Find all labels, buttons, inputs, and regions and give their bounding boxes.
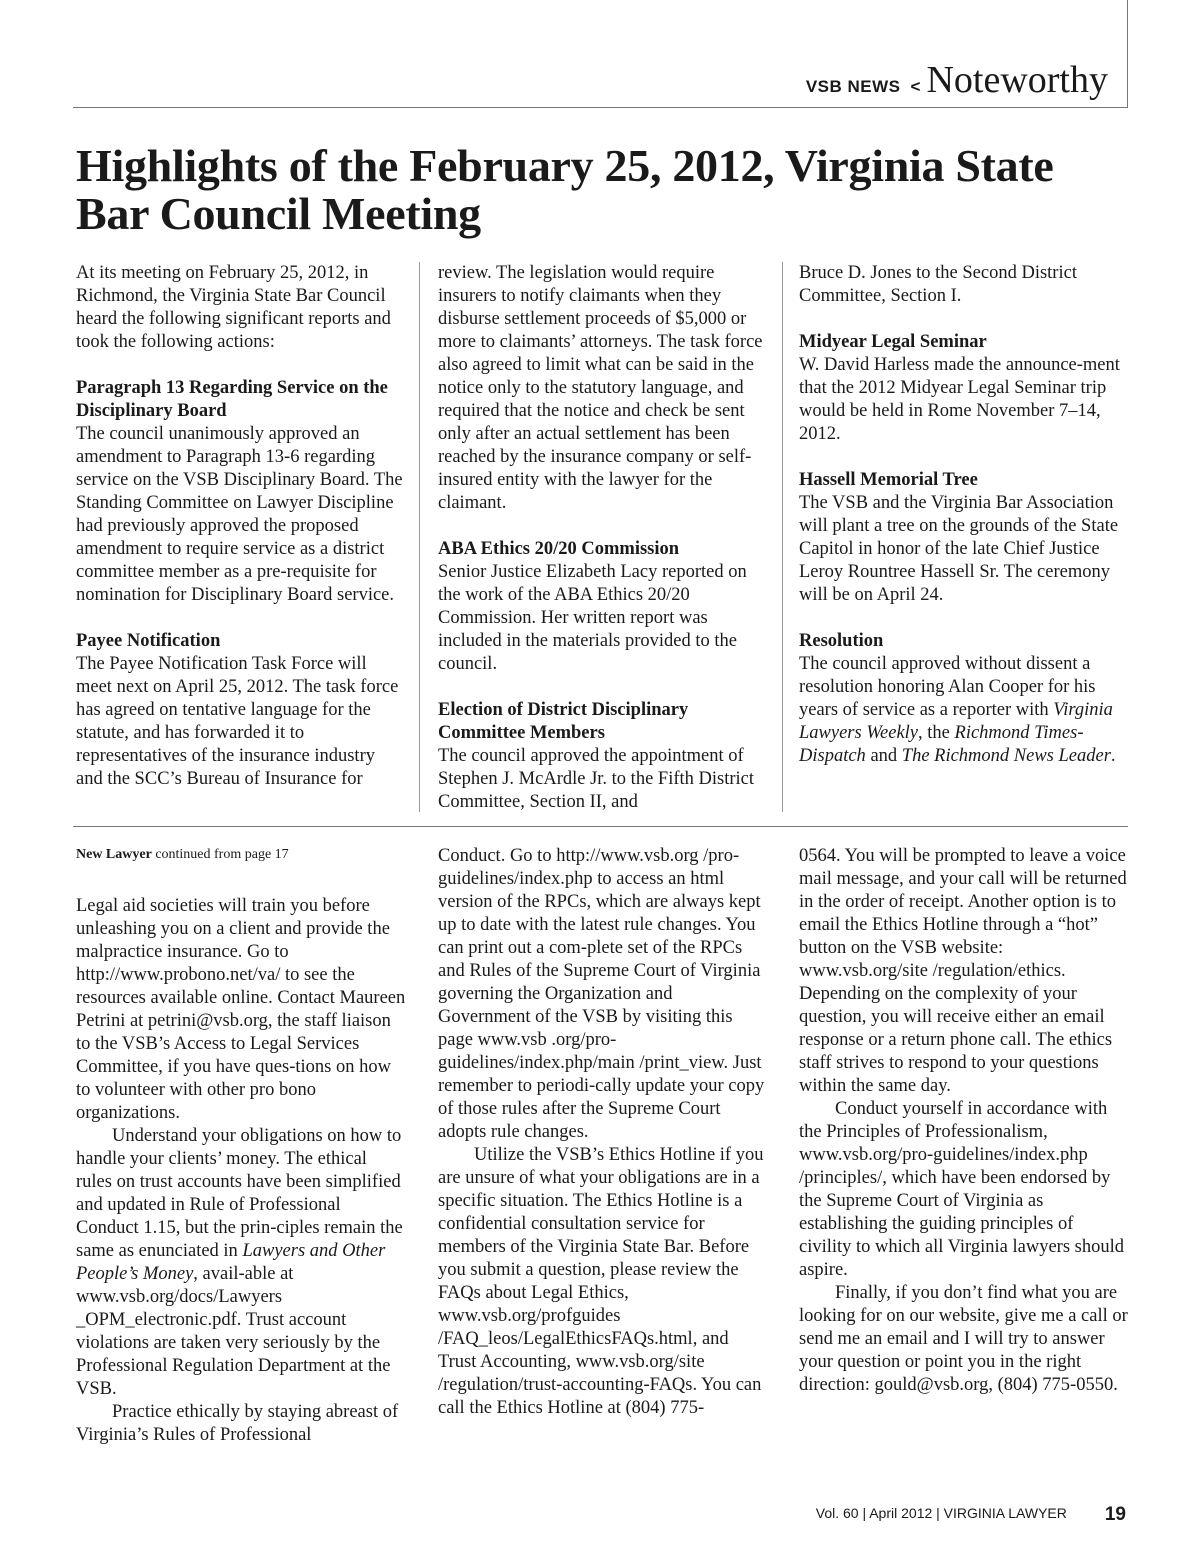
- article-title: Highlights of the February 25, 2012, Virginia State Bar Council Meeting: [76, 140, 1054, 239]
- continued-column-3: [799, 845, 1129, 1397]
- section-heading: Paragraph 13 Regarding Service on the Disciplinary Board: [76, 378, 388, 421]
- section-body: The VSB and the Virginia Bar Association will plant a tree on the grounds of the State Capitol in honor of the late Chief Justice Leroy Rountree Hassell Sr. The ceremony will be on April 24.: [799, 493, 1119, 605]
- continued-paragraph: Conduct. Go to http://www.vsb.org /pro-guidelines/index.php to access an html version of the RPCs, which are always kept up to date with the latest rule changes. You can print out a com-plete set of the RPCs and Rules of the Supreme Court of Virginia governing the Organization and Government of the VSB by visiting this page www.vsb .org/pro-guidelines/index.php/main /print_view. Just remember to periodi-cally update your copy of those rules after the Supreme Court adopts rule changes.: [438, 846, 765, 1142]
- section-body: Senior Justice Elizabeth Lacy reported on the work of the ABA Ethics 20/20 Commission. Her written report was included in the materials provided to the council.: [438, 562, 747, 674]
- continued-column-1: [76, 845, 406, 1447]
- article-column-2: [438, 262, 768, 814]
- section-heading: Resolution: [799, 631, 884, 651]
- section-divider: [73, 826, 1128, 827]
- header-rule: [73, 107, 1128, 108]
- running-header: [806, 58, 1108, 102]
- section-heading: Hassell Memorial Tree: [799, 470, 978, 490]
- continued-column-2: [438, 845, 768, 1420]
- article-intro: At its meeting on February 25, 2012, in Richmond, the Virginia State Bar Council heard the following significant reports and took the following actions:: [76, 263, 391, 352]
- continued-paragraph: Utilize the VSB’s Ethics Hotline if you are unsure of what your obligations are in a specific situation. The Ethics Hotline is a confidential consultation service for members of the Virginia State Bar. Before you submit a question, please review the FAQs about Legal Ethics, www.vsb.org/profguides /FAQ_leos/LegalEthicsFAQs.html, and Trust Accounting, www.vsb.org/site /regulation/trust-accounting-FAQs. You can call the Ethics Hotline at (804) 775-: [438, 1145, 764, 1418]
- column-divider: [419, 262, 420, 812]
- section-body: Bruce D. Jones to the Second District Committee, Section I.: [799, 263, 1077, 306]
- continued-paragraph: Understand your obligations on how to handle your clients’ money. The ethical rules on trust accounts have been simplified and updated in Rule of Professional Conduct 1.15, but the prin-ciples remain the same as enunciated in Lawyers and Other People’s Money, avail-able at www.vsb.org/docs/Lawyers _OPM_electronic.pdf. Trust account violations are taken very seriously by the Professional Regulation Department at the VSB.: [76, 1126, 403, 1399]
- section-body: The Payee Notification Task Force will meet next on April 25, 2012. The task force has agreed on tentative language for the statute, and has forwarded it to representatives of the insurance industry and the SCC’s Bureau of Insurance for: [76, 654, 399, 789]
- continued-paragraph: Legal aid societies will train you before unleashing you on a client and provide the malpractice insurance. Go to http://www.probono.net/va/ to see the resources available online. Contact Maureen Petrini at petrini@vsb.org, the staff liaison to the VSB’s Access to Legal Services Committee, if you have ques-tions on how to volunteer with other pro bono organizations.: [76, 896, 406, 1123]
- page-number: 19: [1104, 1504, 1126, 1525]
- section-heading: Payee Notification: [76, 631, 221, 651]
- article-column-3: [799, 262, 1129, 768]
- section-body: The council unanimously approved an amendment to Paragraph 13-6 regarding service on the VSB Disciplinary Board. The Standing Committee on Lawyer Discipline had previously approved the proposed amendment to require service as a district committee member as a pre-requisite for nomination for Disciplinary Board service.: [76, 424, 403, 605]
- section-body: The council approved without dissent a resolution honoring Alan Cooper for his years of service as a reporter with Virginia Lawyers Weekly, the Richmond Times-Dispatch and The Richmond News Leader.: [799, 654, 1116, 766]
- continued-label: New Lawyer continued from page 17: [76, 847, 289, 862]
- section-heading: ABA Ethics 20/20 Commission: [438, 539, 680, 559]
- continued-paragraph: Practice ethically by staying abreast of Virginia’s Rules of Professional: [76, 1402, 399, 1445]
- section-heading: Midyear Legal Seminar: [799, 332, 987, 352]
- column-divider: [782, 262, 783, 812]
- header-separator: <: [910, 77, 921, 96]
- section-label: VSB NEWS: [805, 77, 901, 96]
- page-edge-rule: [1127, 0, 1128, 108]
- subsection-label: Noteworthy: [926, 59, 1108, 101]
- page-footer: [816, 1502, 1126, 1524]
- section-body: review. The legislation would require insurers to notify claimants when they disburse settlement proceeds of $5,000 or more to claimants’ attorneys. The task force also agreed to limit what can be said in the notice only to the statutory language, and required that the notice and check be sent only after an actual settlement has been reached by the insurance company or self-insured entity with the lawyer for the claimant.: [438, 263, 763, 513]
- continued-paragraph: Finally, if you don’t find what you are looking for on our website, give me a call or send me an email and I will try to answer your question or point you in the right direction: gould@vsb.org, (804) 775-0550.: [799, 1283, 1128, 1395]
- continued-paragraph: Conduct yourself in accordance with the Principles of Professionalism, www.vsb.org/pro-guidelines/index.php /principles/, which have been endorsed by the Supreme Court of Virginia as establishing the guiding principles of civility to which all Virginia lawyers should aspire.: [799, 1099, 1124, 1280]
- section-heading: Election of District Disciplinary Committee Members: [438, 700, 689, 743]
- article-column-1: [76, 262, 406, 791]
- section-body: The council approved the appointment of Stephen J. McArdle Jr. to the Fifth District Committee, Section II, and: [438, 746, 755, 812]
- issue-info: Vol. 60 | April 2012 | VIRGINIA LAWYER: [815, 1505, 1067, 1521]
- continued-paragraph: 0564. You will be prompted to leave a voice mail message, and your call will be returned in the order of receipt. Another option is to email the Ethics Hotline through a “hot” button on the VSB website: www.vsb.org/site /regulation/ethics. Depending on the complexity of your question, you will receive either an email response or a return phone call. The ethics staff strives to respond to your questions within the same day.: [799, 846, 1127, 1096]
- section-body: W. David Harless made the announce-ment that the 2012 Midyear Legal Seminar trip would be held in Rome November 7–14, 2012.: [799, 355, 1120, 444]
